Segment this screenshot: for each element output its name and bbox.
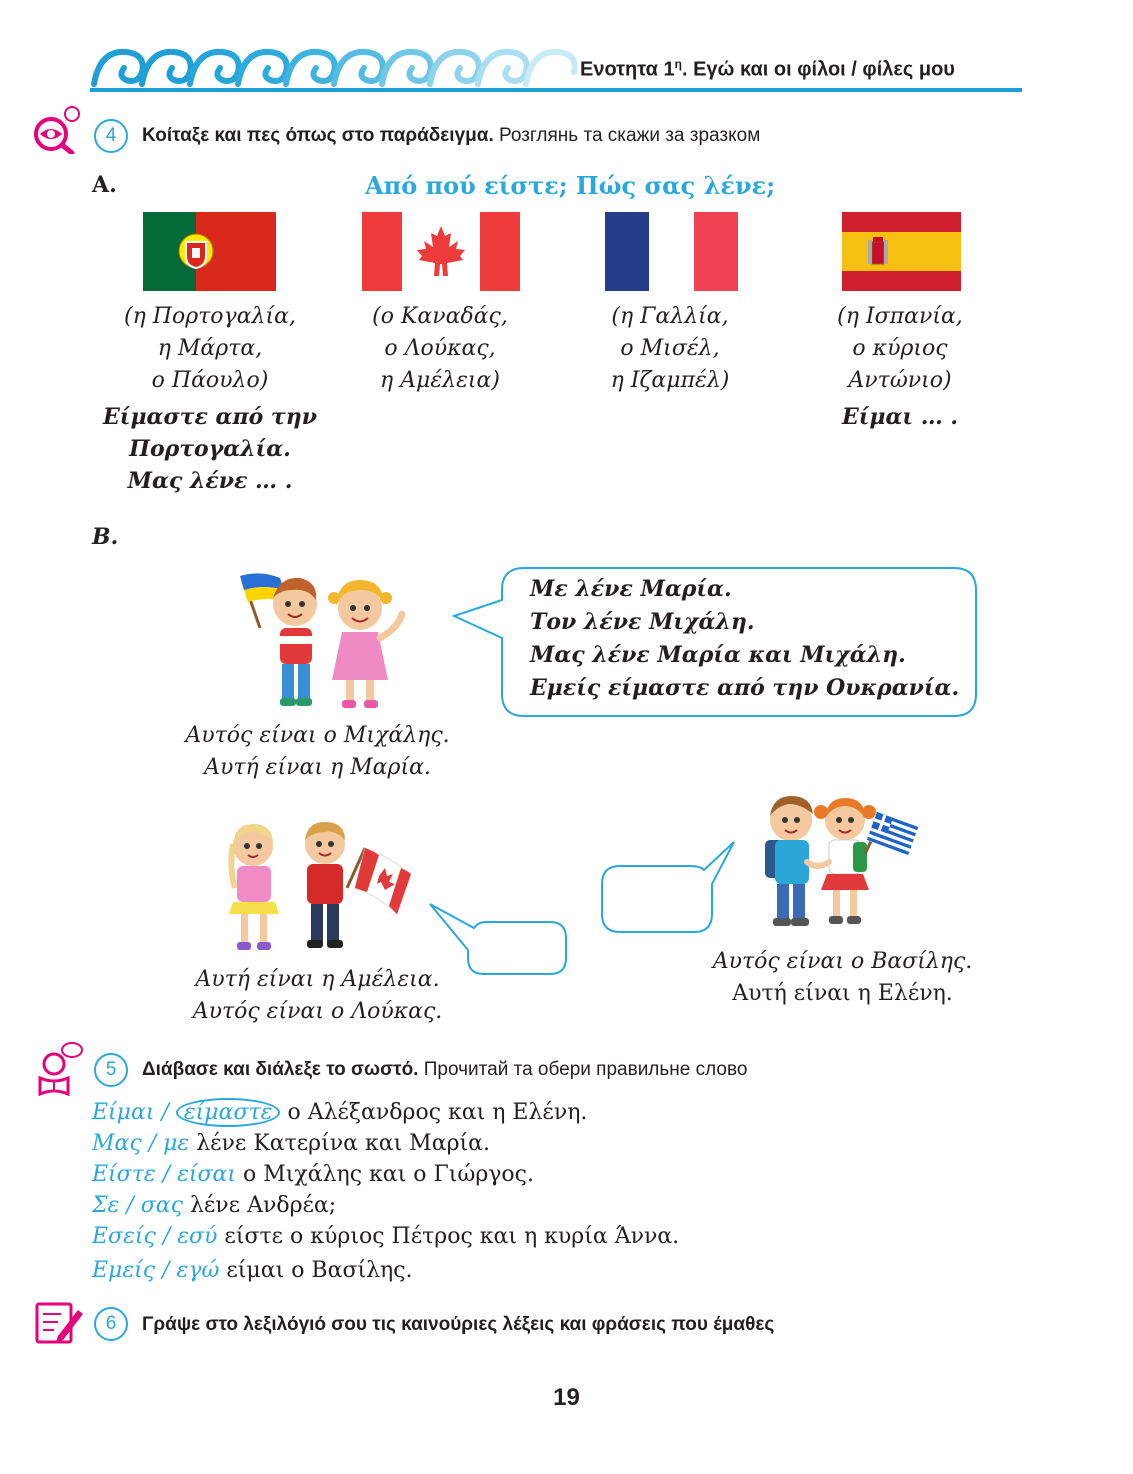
section-a-label: A. <box>92 172 117 198</box>
portugal-flag-icon <box>143 212 276 291</box>
page-number: 19 <box>553 1384 580 1411</box>
caption-canada-kids: Αυτή είναι η Αμέλεια. Αυτός είναι ο Λούκας. <box>192 967 443 1024</box>
example-answer-portugal: Είμαστε από την Πορτογαλία. Μας λένε … . <box>103 404 317 494</box>
kids-canada-illustration <box>215 818 415 954</box>
speech-bubble-text: Με λένε Μαρία. Τον λένε Μιχάλη. Μας λένε Μαρία και Μιχάλη. Εμείς είμαστε από την Ουκρανία. <box>530 576 960 701</box>
wave-ornament <box>90 44 590 88</box>
exercise-number-4: 4 <box>94 119 128 153</box>
exercise-number-6: 6 <box>94 1307 128 1341</box>
ex5-sentence-4: Σε / σας λένε Ανδρέα; <box>92 1193 337 1218</box>
ex5-sentence-6: Εμείς / εγώ είμαι ο Βασίλης. <box>92 1258 413 1283</box>
ex5-sentence-3: Είστε / είσαι ο Μιχάλης και ο Γιώργος. <box>92 1162 534 1187</box>
ex5-sentence-2: Μας / με λένε Κατερίνα και Μαρία. <box>92 1131 490 1156</box>
unit-title: Ενοτητα $1^\eta$. Εγώ και οι φίλοι / φίλες μου <box>580 57 955 81</box>
section-b-label: B. <box>92 524 119 550</box>
kids-greece-illustration <box>755 790 925 935</box>
exercise-6-instruction: Γράψε στο λεξιλόγιό σου τις καινούριες λέξεις και φράσεις που έμαθες <box>142 1314 775 1335</box>
example-answer-spain: Είμαι … . <box>841 404 959 430</box>
canada-flag-icon <box>362 212 520 291</box>
reading-child-icon <box>34 1040 86 1096</box>
exercise-4-title: Από πού είστε; Πώς σας λένε; <box>365 171 776 200</box>
france-flag-icon <box>605 212 738 291</box>
caption-ukraine-kids: Αυτός είναι ο Μιχάλης. Αυτή είναι η Μαρία. <box>185 723 450 780</box>
header-divider <box>90 88 1022 92</box>
exercise-4-instruction: Κοίταξε και πες όπως στο παράδειγμα. Розглянь та скажи за зразком <box>142 125 761 146</box>
ex5-sentence-1: Είμαι / είμαστε ο Αλέξανδρος και η Ελένη. <box>92 1100 588 1125</box>
spain-flag-icon <box>842 212 961 291</box>
exercise-number-5: 5 <box>94 1053 128 1087</box>
circled-answer: είμαστε <box>176 1098 281 1127</box>
caption-portugal: (η Πορτογαλία, η Μάρτα, ο Πάουλο) <box>124 304 296 393</box>
caption-france: (η Γαλλία, ο Μισέλ, η Ιζαμπέλ) <box>610 304 730 393</box>
look-magnifier-icon <box>32 104 82 154</box>
exercise-5-instruction: Διάβασε και διάλεξε το σωστό. Прочитай та обери правильне слово <box>142 1059 748 1080</box>
caption-greece-kids: Αυτός είναι ο Βασίλης. Αυτή είναι η Ελένη. <box>712 949 973 1006</box>
caption-spain: (η Ισπανία, ο κύριος Αντώνιο) <box>837 304 963 393</box>
kids-ukraine-illustration <box>230 568 415 713</box>
write-notebook-icon <box>34 1300 84 1346</box>
ex5-sentence-5: Εσείς / εσύ είστε ο κύριος Πέτρος και η κυρία Άννα. <box>92 1224 680 1249</box>
empty-speech-bubble-right <box>600 840 736 934</box>
caption-canada: (ο Καναδάς, ο Λούκας, η Αμέλεια) <box>372 304 508 393</box>
